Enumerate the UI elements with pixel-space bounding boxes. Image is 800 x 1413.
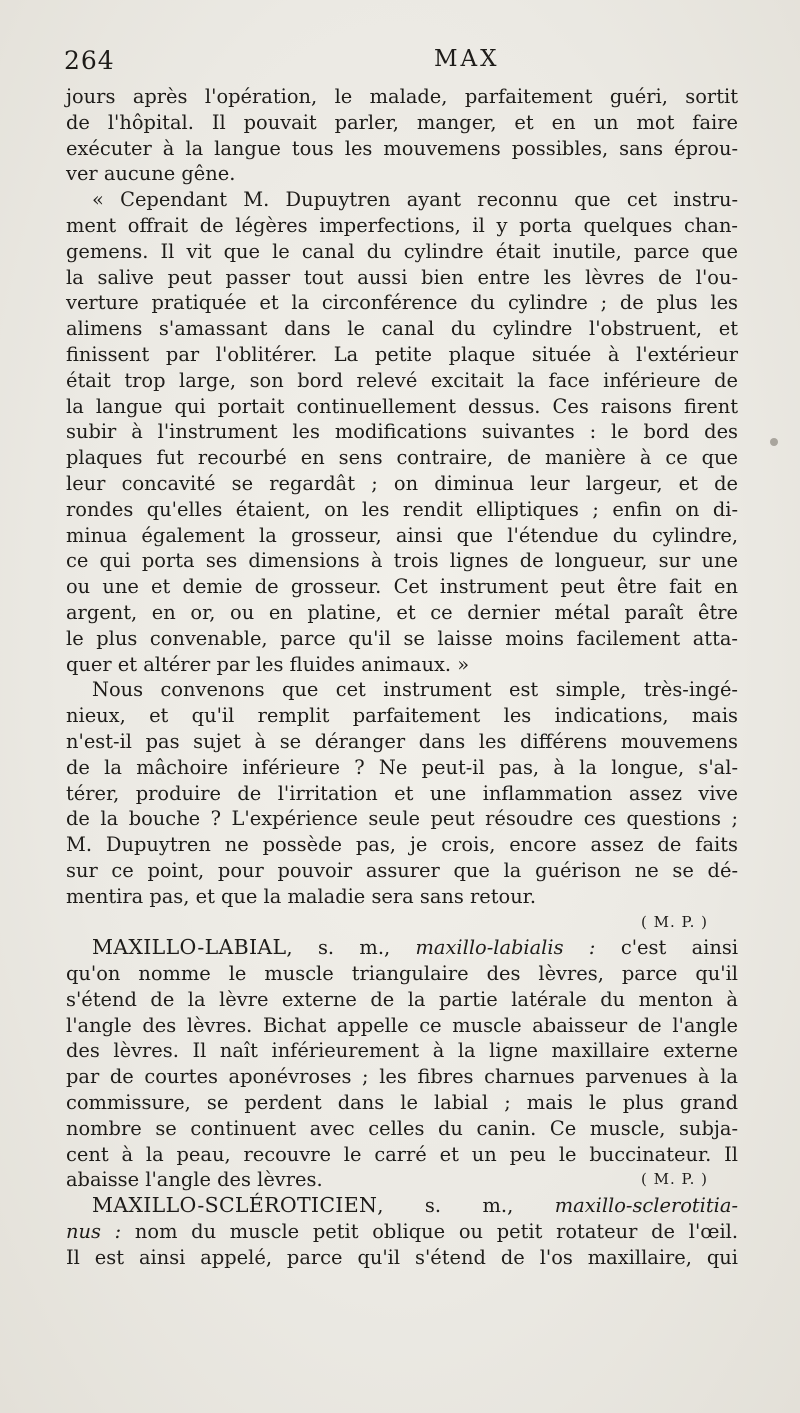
text-line: des lèvres. Il naît inférieurement à la ligne maxillaire externe (66, 1039, 738, 1063)
text-line: qu'on nomme le muscle triangulaire des lèvres, parce qu'il (66, 962, 738, 986)
entry-headword: MAXILLO-SCLÉROTICIEN (92, 1193, 378, 1218)
text-line: ver aucune gêne. (66, 162, 236, 186)
text-line: leur concavité se regardât ; on diminua leur largeur, et de (66, 471, 738, 495)
text-line: jours après l'opération, le malade, parfaitement guéri, sortit (66, 85, 738, 108)
body-text (66, 84, 738, 1271)
page-header (64, 46, 738, 80)
text-line: de l'hôpital. Il pouvait parler, manger, et en un mot faire (66, 110, 738, 134)
text-line: rondes qu'elles étaient, on les rendit elliptiques ; enfin on di- (66, 497, 738, 521)
text-line: verture pratiquée et la circonférence du cylindre ; de plus les (66, 291, 738, 315)
text-line: térer, produire de l'irritation et une inflammation assez vive (66, 781, 738, 805)
text-line: l'angle des lèvres. Bichat appelle ce muscle abaisseur de l'angle (66, 1013, 738, 1037)
text-line: Nous convenons que cet instrument est simple, très-ingé- (92, 678, 738, 702)
entry-first-line (66, 935, 738, 961)
paper-blemish (770, 438, 778, 446)
text-line: ou une et demie de grosseur. Cet instrument peut être fait en (66, 575, 738, 599)
text-line: cent à la peau, recouvre le carré et un peu le buccinateur. Il (66, 1142, 738, 1166)
text-line: de la mâchoire inférieure ? Ne peut-il pas, à la longue, s'al- (66, 755, 738, 779)
text-line: argent, en or, ou en platine, et ce dernier métal paraît être (66, 600, 738, 624)
entry-second-line (66, 1219, 738, 1245)
text-line: subir à l'instrument les modifications suivantes : le bord des (66, 420, 738, 444)
text-line: nieux, et qu'il remplit parfaitement les indications, mais (66, 704, 738, 728)
text-line: nombre se continuent avec celles du canin. Ce muscle, subja- (66, 1116, 738, 1140)
text-line: la salive peut passer tout aussi bien entre les lèvres de l'ou- (66, 265, 738, 289)
entry-grammar: , s. m., (286, 936, 416, 960)
text-line (66, 1167, 738, 1193)
text-line: sur ce point, pour pouvoir assurer que la guérison ne se dé- (66, 858, 738, 882)
text-line: de la bouche ? L'expérience seule peut résoudre ces questions ; (66, 807, 738, 831)
running-head: MAX (434, 46, 500, 72)
text-line: commissure, se perdent dans le labial ; mais le plus grand (66, 1091, 738, 1115)
paragraph (66, 84, 738, 187)
dictionary-entry (66, 935, 738, 1193)
text-line: M. Dupuytren ne possède pas, je crois, encore assez de faits (66, 833, 738, 857)
text-line: gemens. Il vit que le canal du cylindre était inutile, parce que (66, 239, 738, 263)
text-line: la langue qui portait continuellement dessus. Ces raisons firent (66, 394, 738, 418)
text-line: était trop large, son bord relevé excitait la face inférieure de (66, 368, 738, 392)
entry-grammar: , s. m., (377, 1194, 555, 1218)
text-line: s'étend de la lèvre externe de la partie latérale du menton à (66, 987, 738, 1011)
text-line: n'est-il pas sujet à se déranger dans les différens mouvemens (66, 729, 738, 753)
entry-latin-term: maxillo-sclerotitia- (554, 1194, 738, 1218)
text-line: le plus convenable, parce qu'il se laisse moins facilement atta- (66, 626, 738, 650)
entry-first-line (66, 1193, 738, 1219)
text-line: quer et altérer par les fluides animaux. » (66, 652, 470, 676)
text-line: finissent par l'oblitérer. La petite plaque située à l'extérieur (66, 342, 738, 366)
quotation-paragraph (66, 187, 738, 677)
text-line: Il est ainsi appelé, parce qu'il s'étend de l'os maxillaire, qui (66, 1245, 738, 1269)
dictionary-entry (66, 1193, 738, 1270)
author-signature: ( M. P. ) (641, 1170, 708, 1189)
text-line: exécuter à la langue tous les mouvemens possibles, sans éprou- (66, 136, 738, 160)
text-line: par de courtes aponévroses ; les fibres charnues parvenues à la (66, 1065, 738, 1089)
entry-text: c'est ainsi (595, 936, 739, 960)
entry-headword: MAXILLO-LABIAL (92, 935, 287, 960)
text-line: alimens s'amassant dans le canal du cylindre l'obstruent, et (66, 317, 738, 341)
text-line: « Cependant M. Dupuytren ayant reconnu que cet instru- (92, 188, 738, 212)
entry-latin-term: maxillo-labialis : (415, 936, 596, 960)
entry-text: nom du muscle petit oblique ou petit rotateur de l'œil. (121, 1220, 739, 1244)
text-line: mentira pas, et que la maladie sera sans retour. (66, 884, 536, 908)
text-line-content: abaisse l'angle des lèvres. (66, 1168, 323, 1192)
page-number: 264 (64, 46, 115, 75)
author-signature: ( M. P. ) (641, 912, 708, 931)
entry-latin-term-continued: nus : (66, 1220, 122, 1244)
text-line: plaques fut recourbé en sens contraire, de manière à ce que (66, 446, 738, 470)
text-line: ment offrait de légères imperfections, il y porta quelques chan- (66, 213, 738, 237)
text-line: minua également la grosseur, ainsi que l'étendue du cylindre, (66, 523, 738, 547)
paragraph (66, 677, 738, 935)
text-line: ce qui porta ses dimensions à trois lignes de longueur, sur une (66, 549, 738, 573)
